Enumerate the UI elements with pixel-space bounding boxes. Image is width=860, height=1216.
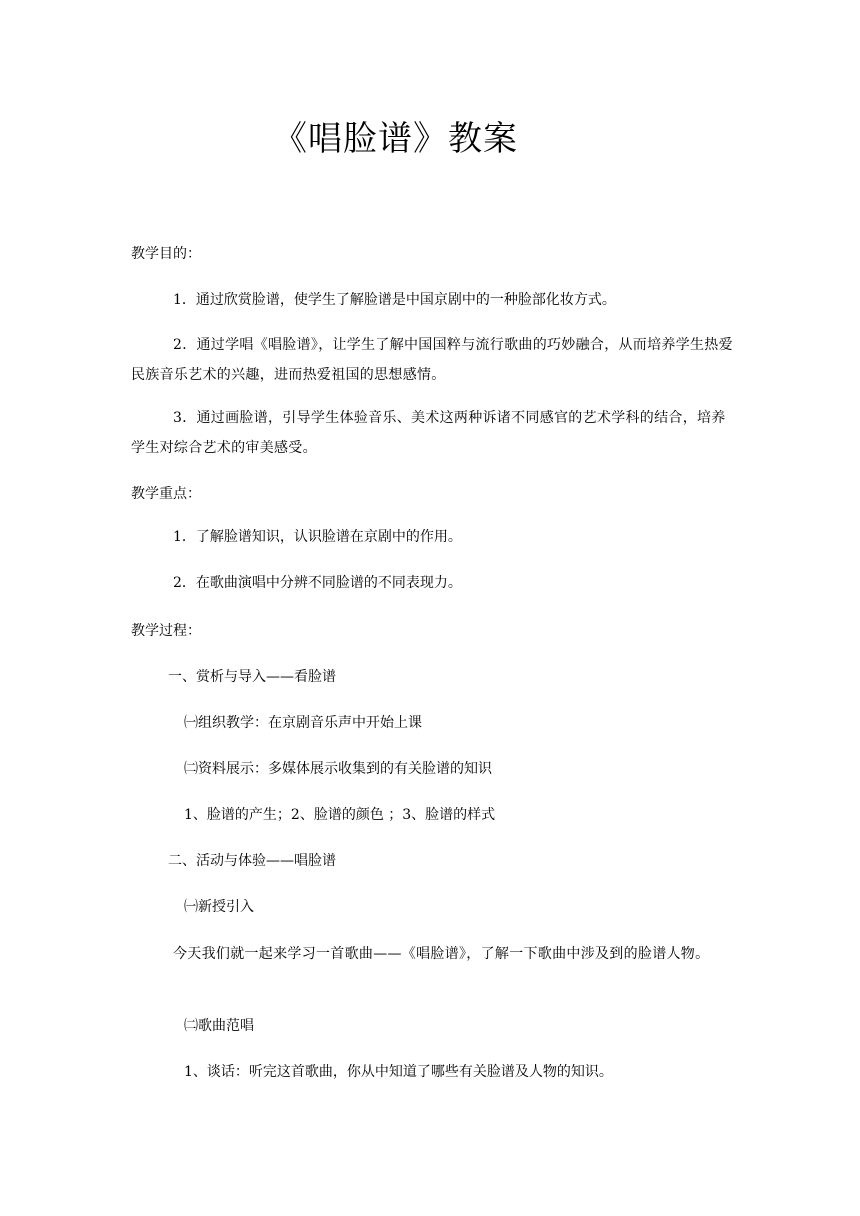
- objective-item-1: 1．通过欣赏脸谱，使学生了解脸谱是中国京剧中的一种脸部化妆方式。: [173, 292, 616, 308]
- objectives-heading: 教学目的：: [131, 246, 201, 262]
- process-heading: 教学过程：: [131, 623, 201, 639]
- process-s2-step-2-item-1: 1、谈话：听完这首歌曲，你从中知道了哪些有关脸谱及人物的知识。: [184, 1064, 613, 1080]
- objective-item-3: 3．通过画脸谱，引导学生体验音乐、美术这两种诉诸不同感官的艺术学科的结合，培养学生对综合艺术的审美感受。: [131, 410, 726, 456]
- objective-item-2: 2．通过学唱《唱脸谱》，让学生了解中国国粹与流行歌曲的巧妙融合，从而培养学生热爱民族音乐艺术的兴趣，进而热爱祖国的思想感情。: [131, 337, 733, 383]
- key-point-item-1: 1．了解脸谱知识，认识脸谱在京剧中的作用。: [173, 529, 462, 545]
- key-points-heading: 教学重点：: [131, 486, 201, 502]
- key-point-item-2: 2．在歌曲演唱中分辨不同脸谱的不同表现力。: [173, 575, 462, 591]
- process-s2-step-2: ㈡歌曲范唱: [184, 1018, 254, 1034]
- document-title: 《唱脸谱》教案: [273, 119, 518, 159]
- process-s2-step-1-text: 今天我们就一起来学习一首歌曲——《唱脸谱》，了解一下歌曲中涉及到的脸谱人物。: [173, 946, 710, 962]
- process-section-1: 一、赏析与导入——看脸谱: [168, 669, 336, 685]
- process-s1-step-2: ㈡资料展示：多媒体展示收集到的有关脸谱的知识: [184, 761, 492, 777]
- process-s2-step-1: ㈠新授引入: [184, 899, 254, 915]
- process-section-2: 二、活动与体验——唱脸谱: [168, 853, 336, 869]
- process-s1-step-1: ㈠组织教学：在京剧音乐声中开始上课: [184, 715, 422, 731]
- process-s1-step-2-items: 1、脸谱的产生；2、脸谱的颜色 ；3、脸谱的样式: [184, 807, 496, 823]
